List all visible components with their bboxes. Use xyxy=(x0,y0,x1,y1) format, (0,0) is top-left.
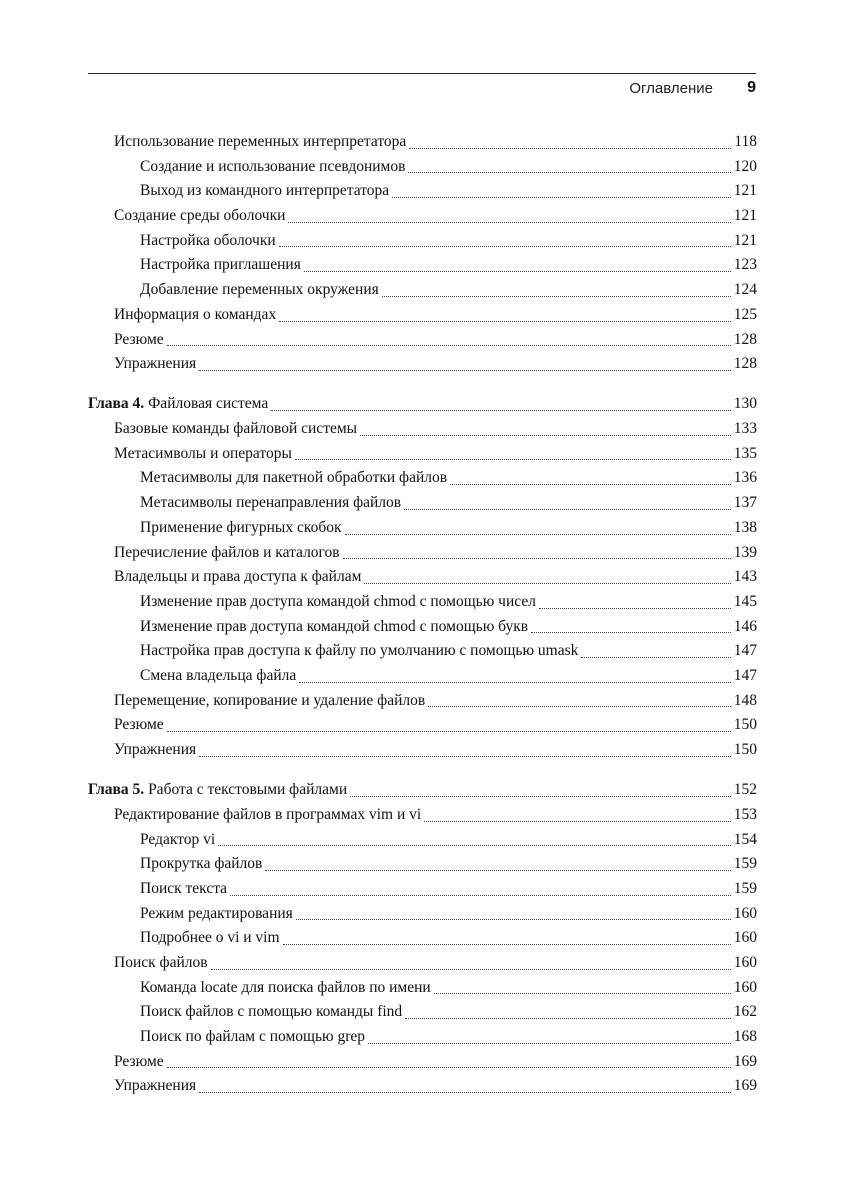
toc-page-number: 121 xyxy=(733,207,757,225)
toc-subsection-entry xyxy=(88,664,757,689)
dot-leader xyxy=(230,894,731,896)
toc-subsection-entry xyxy=(88,926,757,951)
toc-page-number: 160 xyxy=(733,978,757,996)
toc-entry-text: Владельцы и права доступа к файлам xyxy=(114,568,362,586)
toc-section-entry xyxy=(88,1050,757,1075)
toc-page-number: 138 xyxy=(733,518,757,536)
toc-entry-text: Создание среды оболочки xyxy=(114,207,286,225)
toc-section-entry xyxy=(88,689,757,714)
toc-entry-text: Изменение прав доступа командой chmod с помощью букв xyxy=(140,617,529,635)
toc-section-entry xyxy=(88,738,757,763)
toc-section-entry xyxy=(88,352,757,377)
toc-section-entry xyxy=(88,1074,757,1099)
toc-subsection-entry xyxy=(88,976,757,1001)
dot-leader xyxy=(288,221,731,223)
toc-entry-text: Резюме xyxy=(114,330,164,348)
dot-leader xyxy=(434,992,731,994)
toc-entry-text: Файловая система xyxy=(148,395,269,413)
toc-entry-title xyxy=(114,738,196,763)
toc-entry-text: Поиск файлов с помощью команды find xyxy=(140,1003,403,1021)
toc-page-number: 150 xyxy=(733,716,757,734)
toc-page-number: 123 xyxy=(733,256,757,274)
toc-entry-text: Метасимволы для пакетной обработки файлов xyxy=(140,469,448,487)
toc-entry-title xyxy=(114,303,276,328)
dot-leader xyxy=(295,458,731,460)
toc-section-entry xyxy=(88,303,757,328)
chapter-label: Глава 5. xyxy=(88,781,145,799)
toc-page-number: 128 xyxy=(733,330,757,348)
toc-entry-text: Подробнее о vi и vim xyxy=(140,929,280,947)
toc-entry-text: Упражнения xyxy=(114,741,197,758)
toc-entry-title xyxy=(114,951,208,976)
running-header-title: Оглавление xyxy=(629,80,713,97)
dot-leader xyxy=(382,295,731,297)
toc-subsection-entry xyxy=(88,179,757,204)
toc-subsection-entry xyxy=(88,590,757,615)
toc-entry-text: Использование переменных интерпретатора xyxy=(114,133,407,150)
toc-subsection-entry xyxy=(88,877,757,902)
toc-section-entry xyxy=(88,541,757,566)
toc-entry-title xyxy=(88,778,347,803)
toc-entry-title xyxy=(114,352,196,377)
toc-section-entry xyxy=(88,442,757,467)
dot-leader xyxy=(199,369,731,371)
toc-page-number: 160 xyxy=(733,904,757,922)
dot-leader xyxy=(279,320,731,322)
dot-leader xyxy=(428,705,731,707)
toc-page-number: 121 xyxy=(733,231,757,249)
toc-page-number: 160 xyxy=(733,954,757,971)
dot-leader xyxy=(199,755,731,757)
dot-leader xyxy=(404,508,731,510)
toc-page-number: 153 xyxy=(733,805,757,823)
toc-entry-text: Упражнения xyxy=(114,1077,197,1095)
toc-entry-text: Создание и использование псевдонимов xyxy=(140,157,406,175)
toc-entry-title xyxy=(140,615,528,640)
toc-page-number: 124 xyxy=(733,281,757,299)
toc-entry-text: Информация о командах xyxy=(114,305,277,323)
dot-leader xyxy=(304,270,731,272)
dot-leader xyxy=(265,869,731,871)
toc-subsection-entry xyxy=(88,852,757,877)
toc-entry-title xyxy=(114,803,421,828)
toc-page-number: 169 xyxy=(733,1052,757,1070)
toc-entry-title xyxy=(140,852,262,877)
toc-entry-title xyxy=(140,179,389,204)
toc-entry-title xyxy=(140,828,215,853)
toc-page-number: 159 xyxy=(733,855,757,873)
dot-leader xyxy=(199,1091,731,1093)
dot-leader xyxy=(408,171,731,173)
toc-entry-text: Смена владельца файла xyxy=(140,666,297,684)
toc-entry-title xyxy=(114,130,406,155)
dot-leader xyxy=(296,918,731,920)
toc-subsection-entry xyxy=(88,516,757,541)
toc-section-entry xyxy=(88,803,757,828)
dot-leader xyxy=(211,968,731,970)
toc-chapter-entry xyxy=(88,778,757,803)
toc-page-number: 136 xyxy=(733,469,757,487)
toc-page-number: 150 xyxy=(733,741,757,758)
toc-subsection-entry xyxy=(88,253,757,278)
dot-leader xyxy=(283,943,731,945)
toc-page-number: 147 xyxy=(733,642,757,660)
toc-entry-title xyxy=(140,229,276,254)
toc-entry-text: Поиск текста xyxy=(140,879,228,897)
dot-leader xyxy=(271,409,731,411)
dot-leader xyxy=(368,1042,731,1044)
dot-leader xyxy=(343,557,731,559)
toc-page-number: 118 xyxy=(734,133,757,150)
toc-page-number: 169 xyxy=(733,1077,757,1095)
dot-leader xyxy=(405,1017,731,1019)
toc-page-number: 135 xyxy=(733,444,757,462)
toc-entry-title xyxy=(140,1025,365,1050)
toc-subsection-entry xyxy=(88,155,757,180)
toc-subsection-entry xyxy=(88,491,757,516)
toc-entry-text: Команда locate для поиска файлов по имени xyxy=(140,978,431,996)
toc-subsection-entry xyxy=(88,1000,757,1025)
toc-entry-text: Перечисление файлов и каталогов xyxy=(114,543,340,561)
dot-leader xyxy=(531,631,731,633)
toc-page-number: 139 xyxy=(733,543,757,561)
dot-leader xyxy=(167,1066,731,1068)
toc-subsection-entry xyxy=(88,278,757,303)
toc-page-number: 148 xyxy=(733,691,757,709)
toc-entry-text: Настройка оболочки xyxy=(140,231,276,249)
dot-leader xyxy=(364,582,731,584)
toc-entry-text: Режим редактирования xyxy=(140,904,293,922)
toc-page-number: 133 xyxy=(733,420,757,438)
toc-entry-title xyxy=(140,253,301,278)
toc-entry-text: Изменение прав доступа командой chmod с помощью чисел xyxy=(140,592,536,610)
dot-leader xyxy=(409,147,731,149)
toc-entry-text: Перемещение, копирование и удаление файлов xyxy=(114,691,426,709)
toc-page-number: 120 xyxy=(733,157,757,175)
toc-subsection-entry xyxy=(88,828,757,853)
toc-entry-text: Поиск по файлам с помощью grep xyxy=(140,1028,366,1046)
toc-entry-title xyxy=(140,466,447,491)
toc-entry-title xyxy=(114,204,285,229)
toc-entry-title xyxy=(140,976,431,1001)
toc-entry-text: Настройка приглашения xyxy=(140,256,301,274)
toc-page-number: 160 xyxy=(733,929,757,947)
toc-entry-text: Резюме xyxy=(114,716,164,734)
toc-page-number: 146 xyxy=(733,617,757,635)
toc-page-number: 168 xyxy=(733,1028,757,1046)
page-number: 9 xyxy=(747,79,756,96)
toc-page-number: 143 xyxy=(733,568,757,586)
toc-entry-title xyxy=(114,328,164,353)
toc-section-entry xyxy=(88,565,757,590)
toc-entry-title xyxy=(114,442,292,467)
toc-entry-title xyxy=(140,491,401,516)
toc-section-entry xyxy=(88,130,757,155)
toc-page-number: 147 xyxy=(733,666,757,684)
dot-leader xyxy=(450,483,731,485)
toc-subsection-entry xyxy=(88,466,757,491)
dot-leader xyxy=(539,607,731,609)
toc-section-entry xyxy=(88,328,757,353)
toc-entry-title xyxy=(140,590,536,615)
toc-page-number: 162 xyxy=(733,1003,757,1021)
table-of-contents xyxy=(88,130,757,1099)
toc-entry-title xyxy=(114,541,340,566)
toc-entry-title xyxy=(88,392,268,417)
header-rule xyxy=(88,73,756,74)
toc-block xyxy=(88,778,757,1099)
dot-leader xyxy=(218,844,731,846)
toc-page-number: 125 xyxy=(733,305,757,323)
toc-entry-title xyxy=(114,1074,196,1099)
toc-entry-title xyxy=(140,664,296,689)
toc-page-number: 159 xyxy=(733,879,757,897)
dot-leader xyxy=(279,245,731,247)
dot-leader xyxy=(424,820,731,822)
toc-entry-text: Работа с текстовыми файлами xyxy=(148,781,348,799)
dot-leader xyxy=(167,730,731,732)
toc-page-number: 154 xyxy=(733,830,757,848)
toc-entry-text: Поиск файлов xyxy=(114,954,208,971)
toc-entry-title xyxy=(140,155,405,180)
toc-entry-text: Прокрутка файлов xyxy=(140,855,263,873)
toc-page-number: 128 xyxy=(733,355,757,373)
dot-leader xyxy=(350,795,731,797)
toc-section-entry xyxy=(88,204,757,229)
toc-entry-text: Редактирование файлов в программах vim и vi xyxy=(114,805,422,823)
toc-entry-text: Базовые команды файловой системы xyxy=(114,420,358,438)
toc-entry-title xyxy=(140,516,342,541)
toc-subsection-entry xyxy=(88,229,757,254)
toc-entry-text: Упражнения xyxy=(114,355,197,373)
toc-entry-title xyxy=(140,877,227,902)
toc-block xyxy=(88,392,757,762)
toc-page-number: 145 xyxy=(733,592,757,610)
dot-leader xyxy=(581,656,731,658)
toc-subsection-entry xyxy=(88,902,757,927)
toc-entry-title xyxy=(140,639,578,664)
toc-chapter-entry xyxy=(88,392,757,417)
toc-entry-title xyxy=(140,926,280,951)
toc-entry-text: Настройка прав доступа к файлу по умолчанию с помощью umask xyxy=(140,642,579,660)
toc-subsection-entry xyxy=(88,615,757,640)
toc-entry-title xyxy=(114,1050,164,1075)
toc-section-entry xyxy=(88,951,757,976)
dot-leader xyxy=(392,196,731,198)
toc-entry-text: Резюме xyxy=(114,1052,164,1070)
toc-entry-title xyxy=(140,278,379,303)
toc-section-entry xyxy=(88,417,757,442)
toc-section-entry xyxy=(88,713,757,738)
toc-entry-title xyxy=(114,417,357,442)
dot-leader xyxy=(360,434,731,436)
toc-entry-text: Метасимволы и операторы xyxy=(114,444,292,462)
toc-block xyxy=(88,130,757,377)
toc-entry-text: Метасимволы перенаправления файлов xyxy=(140,494,402,512)
toc-entry-text: Редактор vi xyxy=(140,830,216,848)
dot-leader xyxy=(167,344,731,346)
dot-leader xyxy=(299,681,731,683)
toc-entry-text: Выход из командного интерпретатора xyxy=(140,182,390,200)
toc-subsection-entry xyxy=(88,1025,757,1050)
toc-page-number: 152 xyxy=(733,781,757,799)
toc-page-number: 137 xyxy=(733,494,757,512)
toc-entry-title xyxy=(140,1000,402,1025)
toc-entry-title xyxy=(114,565,361,590)
chapter-label: Глава 4. xyxy=(88,395,145,413)
dot-leader xyxy=(345,533,731,535)
toc-entry-text: Добавление переменных окружения xyxy=(140,281,379,299)
toc-entry-text: Применение фигурных скобок xyxy=(140,518,342,536)
toc-subsection-entry xyxy=(88,639,757,664)
toc-entry-title xyxy=(114,689,425,714)
toc-entry-title xyxy=(114,713,164,738)
toc-entry-title xyxy=(140,902,293,927)
toc-page-number: 121 xyxy=(733,182,757,200)
toc-page-number: 130 xyxy=(733,395,757,413)
